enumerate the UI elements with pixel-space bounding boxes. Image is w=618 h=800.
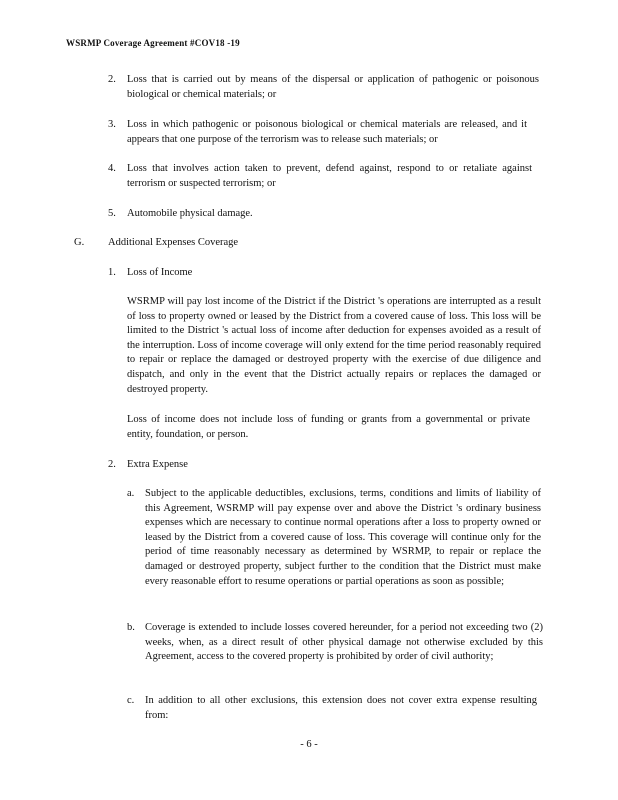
list-item-text: Loss in which pathogenic or poisonous biological or chemical materials are released, and it appears that one purpose of the terrorism was to release such materials; or: [127, 119, 527, 145]
list-item-label: b.: [127, 622, 135, 633]
list-item-label: c.: [127, 695, 135, 706]
subsection-title: Loss of Income: [127, 267, 193, 278]
list-item-number: 2.: [108, 74, 116, 85]
list-item-number: 4.: [108, 163, 116, 174]
subsection-number: 2.: [108, 459, 116, 470]
list-item-text: Coverage is extended to include losses covered hereunder, for a period not exceeding two (2) weeks, when, as a direct result of other physical damage not otherwise excluded by this Agreement, access to the covered property is prohibited by order of civil authority;: [145, 622, 543, 663]
list-item-text: Subject to the applicable deductibles, exclusions, terms, conditions and limits of liability of this Agreement, WSRMP will pay expense over and above the District 's ordinary business expenses which are necessary to continue normal operations after a loss to property owned or leased by the District from a covered cause of loss. This coverage will continue only for the period of time reasonably necessary as determined by WSRMP, to repair or replace the damaged or destroyed property, subject further to the condition that the District must make every reasonable effort to resume operations or partial operations as soon as possible;: [145, 488, 541, 587]
list-item-text: Loss that involves action taken to prevent, defend against, respond to or retaliate against terrorism or suspected terrorism; or: [127, 163, 532, 189]
subsection-title: Extra Expense: [127, 459, 188, 470]
document-header: WSRMP Coverage Agreement #COV18 -19: [66, 38, 240, 48]
list-item-number: 3.: [108, 119, 116, 130]
page-number: - 6 -: [300, 739, 318, 750]
paragraph: WSRMP will pay lost income of the District if the District 's operations are interrupted as a result of loss to property owned or leased by the District from a covered cause of loss. This loss will be limited to the District 's actual loss of income after deduction for expenses avoided as a result of the interruption. Loss of income coverage will only extend for the time period reasonably required to repair or replace the damaged or destroyed property with the exercise of due diligence and dispatch, and only in the event that the District actually repairs or replaces the damaged or destroyed property.: [127, 296, 541, 395]
list-item-text: Automobile physical damage.: [127, 208, 253, 219]
section-title: Additional Expenses Coverage: [108, 237, 239, 248]
list-item-text: Loss that is carried out by means of the dispersal or application of pathogenic or poisonous biological or chemical materials; or: [127, 74, 539, 100]
paragraph: Loss of income does not include loss of funding or grants from a governmental or private entity, foundation, or person.: [127, 414, 530, 440]
subsection-number: 1.: [108, 267, 116, 278]
section-label: G.: [74, 237, 85, 248]
list-item-label: a.: [127, 488, 135, 499]
list-item-number: 5.: [108, 208, 116, 219]
list-item-text: In addition to all other exclusions, this extension does not cover extra expense resulting from:: [145, 695, 537, 721]
